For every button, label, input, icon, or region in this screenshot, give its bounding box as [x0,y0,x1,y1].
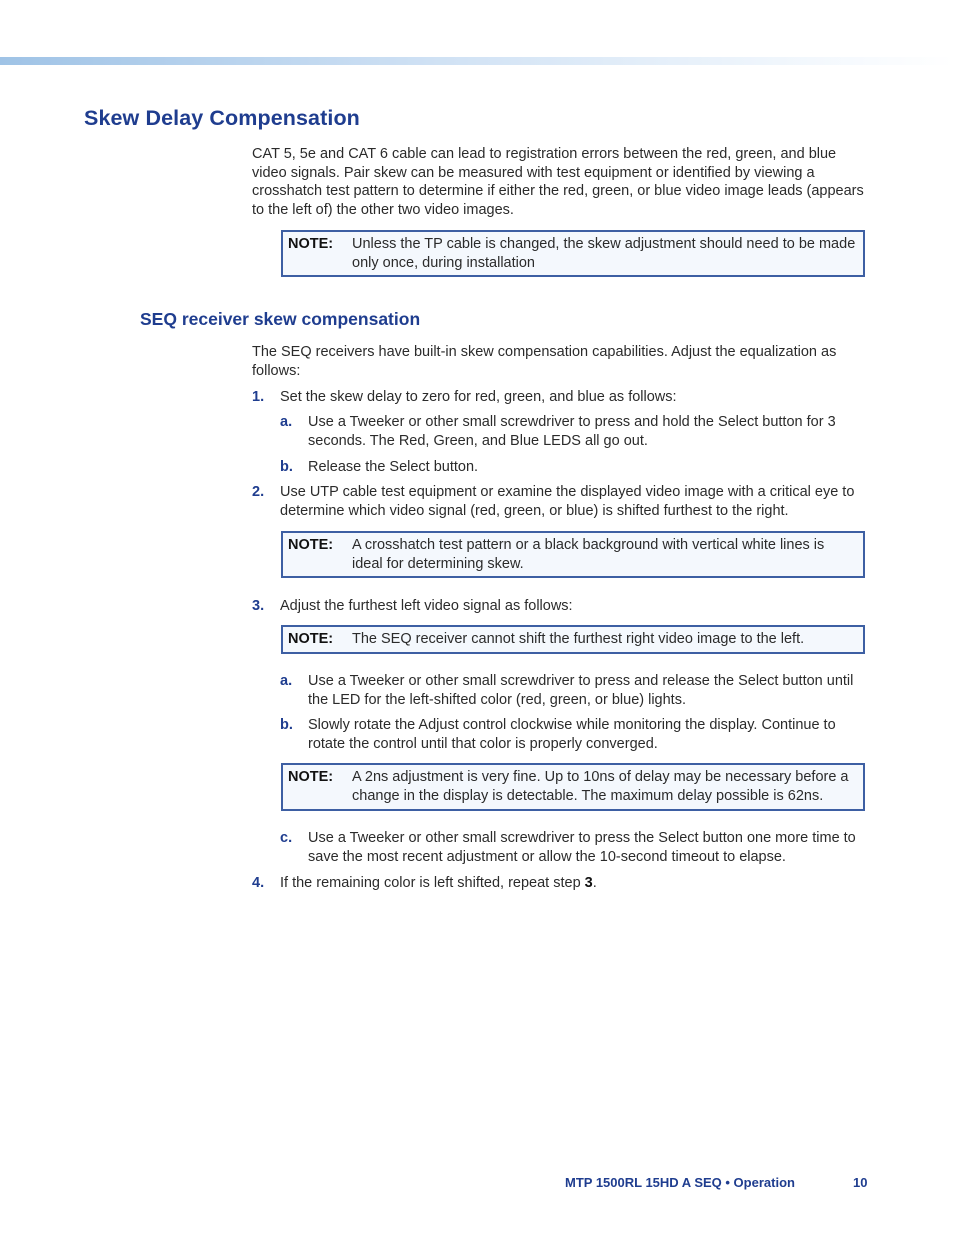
step-text: Use a Tweeker or other small screwdriver to press and release the Select button until the LED for the left-shifted color (red, green, or blue) lights. [308,673,854,708]
note-text: The SEQ receiver cannot shift the furthest right video image to the left. [352,631,805,647]
step-number: 3. [252,598,265,614]
note-text: A crosshatch test pattern or a black background with vertical white lines is ideal for determining skew. [352,537,825,572]
header-gradient-bar [0,57,954,65]
note-box [281,625,865,654]
step-text-tail: . [592,875,597,891]
step-text: Use UTP cable test equipment or examine the displayed video image with a critical eye to determine which video signal (red, green, or blue) is shifted furthest to the right. [280,484,855,519]
footer-title: MTP 1500RL 15HD A SEQ • Operation [565,1175,795,1190]
section-intro: The SEQ receivers have built-in skew compensation capabilities. Adjust the equalization as follows: [252,344,837,379]
note-label: NOTE: [288,631,334,647]
step-number: 1. [252,389,265,405]
step-number: 4. [252,875,265,891]
note-label: NOTE: [288,537,334,553]
note-box [281,230,865,277]
list-item [280,829,868,866]
step-letter: a. [280,673,293,689]
note-text: Unless the TP cable is changed, the skew adjustment should need to be made only once, during installation [352,236,856,271]
list-item [252,388,864,407]
step-text [252,874,864,893]
note-box [281,763,865,811]
step-letter: a. [280,414,293,430]
note-label: NOTE: [288,236,334,252]
section-heading: SEQ receiver skew compensation [140,309,421,329]
list-item [280,458,868,477]
note-box [281,531,865,578]
list-item [280,413,868,450]
note-label: NOTE: [288,769,334,785]
step-letter: b. [280,459,293,475]
step-text: Set the skew delay to zero for red, green, and blue as follows: [280,389,677,405]
step-letter: c. [280,830,293,846]
step-text: Use a Tweeker or other small screwdriver to press and hold the Select button for 3 seconds. The Red, Green, and Blue LEDS all go out. [308,414,836,449]
page-number: 10 [853,1175,868,1190]
list-item [252,483,864,520]
step-text: Use a Tweeker or other small screwdriver to press the Select button one more time to save the most recent adjustment or allow the 10-second timeout to elapse. [308,830,856,865]
step-text: Release the Select button. [308,459,479,475]
step-letter: b. [280,717,293,733]
step-text-main: If the remaining color is left shifted, repeat step [280,875,585,891]
list-item [252,874,864,893]
step-reference: 3 [584,875,593,891]
intro-paragraph: CAT 5, 5e and CAT 6 cable can lead to registration errors between the red, green, and blue video signals. Pair skew can be measured with test equipment or identified by viewing a crosshatch test pattern to determine if either the red, green, or blue video image leads (appears to the left of) the other two video images. [252,146,864,218]
page-title: Skew Delay Compensation [84,106,360,130]
step-text: Slowly rotate the Adjust control clockwise while monitoring the display. Continue to rotate the control until that color is properly converged. [308,717,836,752]
step-text: Adjust the furthest left video signal as follows: [280,598,573,614]
list-item [280,672,870,709]
list-item [252,597,864,616]
step-number: 2. [252,484,265,500]
list-item [280,716,870,753]
note-text: A 2ns adjustment is very fine. Up to 10ns of delay may be necessary before a change in the display is detectable. The maximum delay possible is 62ns. [352,769,849,804]
